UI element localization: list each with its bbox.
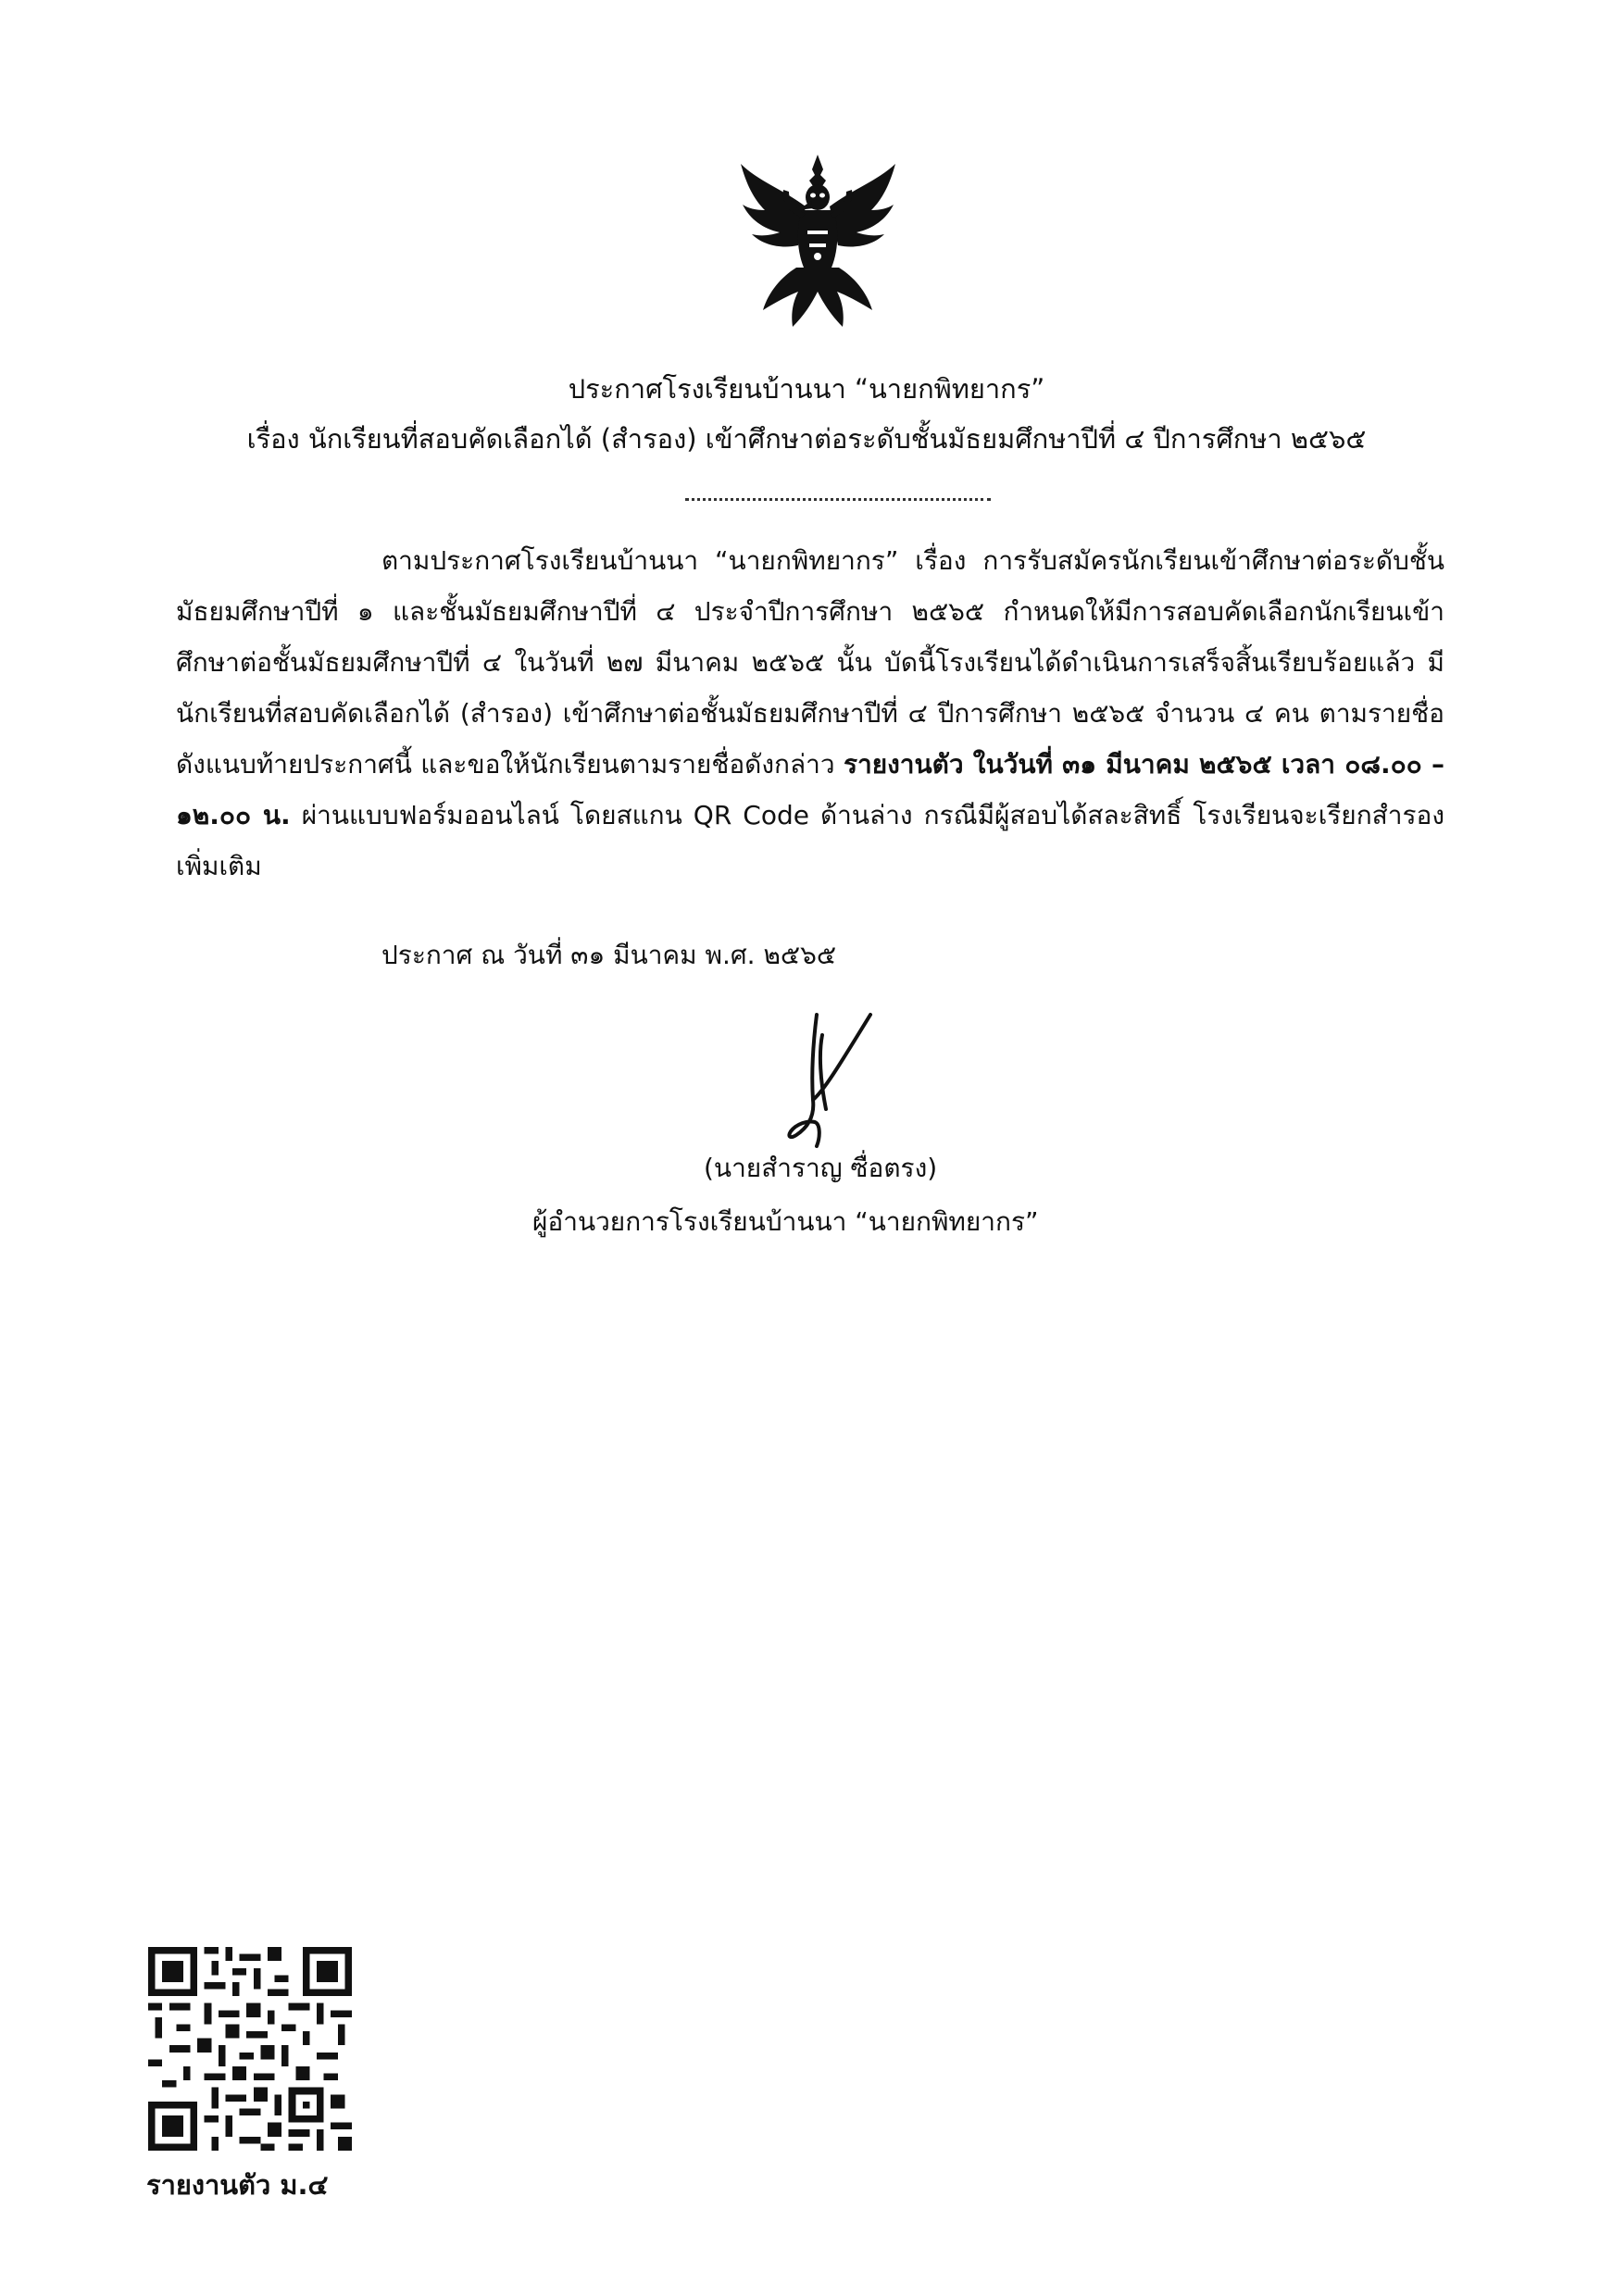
report-date-bold: รายงานตัว ในวันที่ ๓๑ มีนาคม ๒๕๖๕ เวลา ๐๘.๐๐ – ๑๒.๐๐ น.	[176, 749, 1444, 830]
garuda-emblem-icon	[737, 153, 899, 331]
announce-date: ประกาศ ณ วันที่ ๓๑ มีนาคม พ.ศ. ๒๕๖๕	[381, 940, 837, 970]
signature-image	[759, 998, 898, 1160]
announcement-title: ประกาศโรงเรียนบ้านนา “นายกพิทยากร”	[568, 373, 1045, 405]
body-paragraph	[176, 535, 1444, 892]
qr-caption: รายงานตัว ม.๔	[146, 2169, 329, 2201]
title-divider	[685, 498, 991, 501]
body-text-part1: ตามประกาศโรงเรียนบ้านนา “นายกพิทยากร” เรื่อง การรับสมัครนักเรียนเข้าศึกษาต่อระดับชั้นมัธยมศึกษาปีที่ ๑ และชั้นมัธยมศึกษาปีที่ ๔ ประจำปีการศึกษา ๒๕๖๕ กำหนดให้มีการสอบคัดเลือกนักเรียนเข้าศึกษาต่อชั้นมัธยมศึกษาปีที่ ๔ ในวันที่ ๒๗ มีนาคม ๒๕๖๕ นั้น บัดนี้โรงเรียนได้ดำเนินการเสร็จสิ้นเรียบร้อยแล้ว มีนักเรียนที่สอบคัดเลือกได้ (สำรอง) เข้าศึกษาต่อชั้นมัธยมศึกษาปีที่ ๔ ปีการศึกษา ๒๕๖๕ จำนวน ๔ คน ตามรายชื่อดังแนบท้ายประกาศนี้ และขอให้นักเรียนตามรายชื่อดังกล่าว	[176, 545, 1444, 780]
qr-code-icon[interactable]	[148, 1947, 352, 2151]
body-text-part2: ผ่านแบบฟอร์มออนไลน์ โดยสแกน QR Code ด้านล่าง กรณีมีผู้สอบได้สละสิทธิ์ โรงเรียนจะเรียกสำรองเพิ่มเติม	[176, 800, 1445, 881]
signer-position: ผู้อำนวยการโรงเรียนบ้านนา “นายกพิทยากร”	[532, 1206, 1039, 1237]
signer-name: (นายสำราญ ซื่อตรง)	[704, 1153, 938, 1183]
announcement-subject: เรื่อง นักเรียนที่สอบคัดเลือกได้ (สำรอง) เข้าศึกษาต่อระดับชั้นมัธยมศึกษาปีที่ ๔ ปีการศึกษา ๒๕๖๕	[246, 423, 1367, 455]
